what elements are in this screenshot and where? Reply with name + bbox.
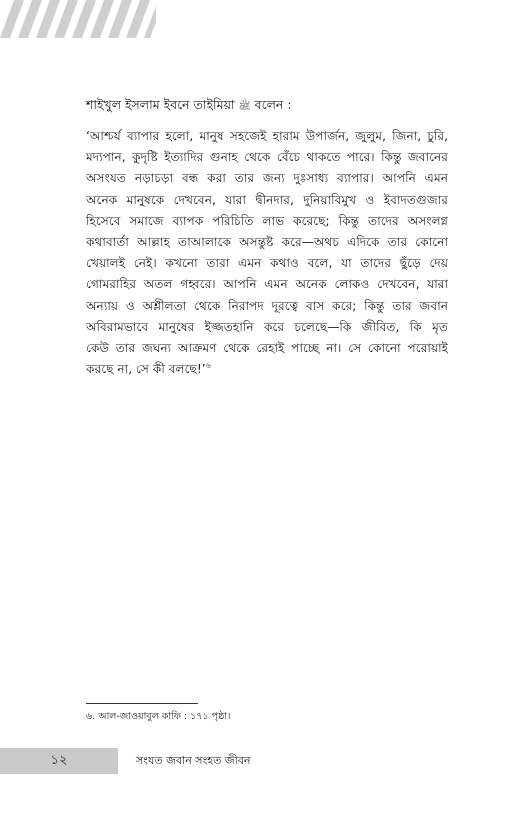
decorative-stripes xyxy=(0,0,156,38)
quote-line: হিসেবে সমাজে ব্যাপক পরিচিতি লাভ করেছে; কিন্তু তাদের অসংলগ্ন xyxy=(86,213,448,228)
quote-line: মদ্যপান, কুদৃষ্টি ইত্যাদির গুনাহ থেকে বেঁচে থাকতে পারে। কিন্তু জবানের xyxy=(86,150,448,165)
footnote-reference[interactable]: ৬ xyxy=(205,361,211,371)
running-title: সংযত জবান সংহত জীবন xyxy=(136,754,251,767)
quote-line: অনেক মানুষকে দেখবেন, যারা দ্বীনদার, দুনিয়াবিমুখ ও ইবাদতগুজার xyxy=(86,192,448,207)
quote-line: অসংযত নড়াচড়া বন্ধ করা তার জন্য দুঃসাধ্য ব্যাপার। আপনি এমন xyxy=(86,171,448,186)
quote-line-text: করছে না, সে কী বলছে!’ xyxy=(86,362,206,377)
quote-last-line xyxy=(86,359,448,380)
quote-paragraph xyxy=(86,126,448,380)
footnote: ৬. আল-জাওয়াবুল কাফি : ১৭১ পৃষ্ঠা। xyxy=(86,711,231,722)
attribution-name: শাইখুল ইসলাম ইবনে তাইমিয়া xyxy=(86,97,235,112)
quote-line: কথাবার্তা আল্লাহ তাআলাকে অসন্তুষ্ট করে—অথচ এদিকে তার কোনো xyxy=(86,235,448,250)
quote-line: ‘আশ্চর্য ব্যাপার হলো, মানুষ সহজেই হারাম উপার্জন, জুলুম, জিনা, চুরি, xyxy=(86,129,448,143)
quote-line: গোমরাহির অতল গহ্বরে। আপনি এমন অনেক লোকও দেখবেন, যারা xyxy=(86,277,448,292)
quote-line: কেউ তার জঘন্য আক্রমণ থেকে রেহাই পাচ্ছে না। সে কোনো পরোয়াই xyxy=(86,341,448,356)
honorific-mark: ﷺ xyxy=(238,101,251,112)
page-number: ১২ xyxy=(50,753,68,768)
attribution-verb: বলেন : xyxy=(254,97,292,112)
footnote-divider xyxy=(86,703,198,704)
quote-line: খেয়ালই নেই। কখনো তারা এমন কথাও বলে, যা তাদের ছুঁড়ে দেয় xyxy=(86,256,448,271)
quote-attribution-heading xyxy=(86,96,292,116)
quote-line: অন্যায় ও অশ্লীলতা থেকে নিরাপদ দূরত্বে বাস করে; কিন্তু তার জবান xyxy=(86,298,448,313)
quote-line: অবিরামভাবে মানুষের ইজ্জতহানি করে চলেছে—কি জীবিত, কি মৃত xyxy=(86,319,448,334)
